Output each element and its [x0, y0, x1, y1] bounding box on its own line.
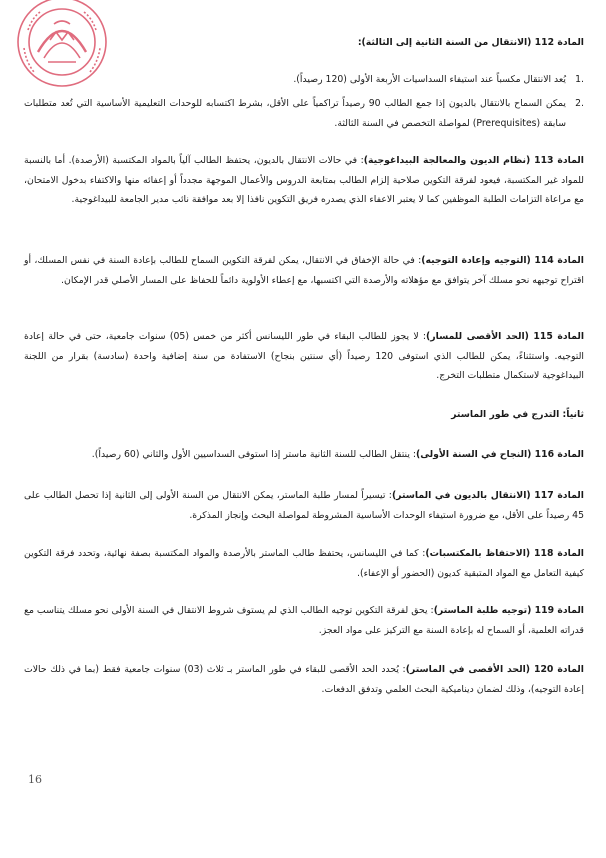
article-115-text: : لا يجوز للطالب البقاء في طور الليسانس أكثر من خمس (05) سنوات جامعية، حتى في حالة إعادة التوجيه. واستثناءً، يمكن للطالب الذي استوفى 120 رصيداً (أي سنتين بنجاح) الاستفادة من سنة إضافية واحدة (سادسة) بقرار من اللجنة البيداغوجية لاستكمال متطلبات التخرج. — [24, 331, 584, 381]
article-118-label: المادة 118 (الاحتفاظ بالمكتسبات) — [425, 548, 584, 559]
article-120 — [24, 660, 584, 699]
list-number: .2 — [575, 98, 584, 109]
article-116-text: : ينتقل الطالب للسنة الثانية ماستر إذا استوفى السداسيين الأول والثاني (60 رصيداً). — [91, 449, 416, 460]
article-116 — [24, 445, 584, 465]
article-117-text: : تيسيراً لمسار طلبة الماستر، يمكن الانتقال من السنة الأولى إلى الثانية إذا تحصل الطالب على 45 رصيداً على الأقل، مع ضرورة استيفاء الوحدات الأساسية المشروطة لمواصلة البحث وإنجاز المذكرة. — [24, 490, 584, 521]
article-113-label: المادة 113 (نظام الديون والمعالجة البيداغوجية) — [363, 155, 584, 166]
article-112-item-1 — [24, 70, 584, 90]
article-120-text: : يُحدد الحد الأقصى للبقاء في طور الماستر بـ ثلاث (03) سنوات جامعية فقط (بما في ذلك حالات إعادة التوجيه)، وذلك لضمان ديناميكية البحث العلمي وتدفق الدفعات. — [24, 664, 584, 695]
list-item-text: يُعد الانتقال مكسباً عند استيفاء السداسيات الأربعة الأولى (120 رصيداً). — [293, 74, 566, 85]
article-119 — [24, 601, 584, 640]
article-114 — [24, 251, 584, 290]
article-113 — [24, 151, 584, 210]
article-114-label: المادة 114 (التوجيه وإعادة التوجيه) — [421, 255, 584, 266]
article-120-label: المادة 120 (الحد الأقصى في الماستر) — [405, 664, 584, 675]
article-113-text: : في حالات الانتقال بالديون، يحتفظ الطالب آلياً بالمواد المكتسبة (الأرصدة). أما بالنسبة للمواد غير المكتسبة، فيعود لفرقة التكوين صلاحية إلزام الطالب بمتابعة الدروس والأعمال الموجهة مجدداً أو إعفائه منها والاكتفاء بدخول الامتحان، مع مراعاة التزامات الطلبة الموظفين كما لا يعتبر الاعفاء الذي يصدره فريق التكوين نافذا إلا بعد موافقة نائب مدير الجامعة للبيداغوجية. — [24, 155, 584, 205]
article-119-text: : يحق لفرقة التكوين توجيه الطالب الذي لم يستوف شروط الانتقال في السنة الأولى نحو مسلك يتناسب مع قدراته العلمية، أو السماح له بإعادة السنة مع التركيز على مواد العجز. — [24, 605, 584, 636]
article-119-label: المادة 119 (توجيه طلبة الماستر) — [433, 605, 584, 616]
list-number: .1 — [575, 74, 584, 85]
article-118-text: : كما في الليسانس، يحتفظ طالب الماستر بالأرصدة والمواد المكتسبة بصفة نهائية، وتحدد فرقة التكوين كيفية التعامل مع المواد المتبقية كديون (الحضور أو الإعفاء). — [24, 548, 584, 579]
article-112 — [24, 33, 584, 53]
section-heading-master — [24, 405, 584, 425]
list-item-text: يمكن السماح بالانتقال بالديون إذا جمع الطالب 90 رصيداً تراكمياً على الأقل، بشرط اكتسابه للوحدات التعليمية الأساسية التي تُعد متطلبات سابقة (Prerequisites) لمواصلة التخصص في السنة الثالثة. — [24, 98, 566, 129]
article-115-label: المادة 115 (الحد الأقصى للمسار) — [426, 331, 585, 342]
section-title: ثانياً: التدرج في طور الماستر — [451, 409, 584, 420]
article-116-label: المادة 116 (النجاح في السنة الأولى) — [416, 449, 584, 460]
article-112-title: المادة 112 (الانتقال من السنة الثانية إلى الثالثة): — [357, 37, 584, 48]
article-114-text: : في حالة الإخفاق في الانتقال، يمكن لفرقة التكوين السماح للطالب بإعادة السنة في نفس المسلك، أو اقتراح توجيهه نحو مسلك آخر يتوافق مع مؤهلاته والأرصدة التي اكتسبها، مع إعطاء الأولوية دائماً للحفاظ على المسار الأصلي قدر الإمكان. — [24, 255, 584, 286]
article-117 — [24, 486, 584, 525]
article-115 — [24, 327, 584, 386]
article-112-item-2 — [24, 94, 584, 133]
article-117-label: المادة 117 (الانتقال بالديون في الماستر) — [391, 490, 584, 501]
page-number: 16 — [28, 773, 42, 786]
article-118 — [24, 544, 584, 583]
